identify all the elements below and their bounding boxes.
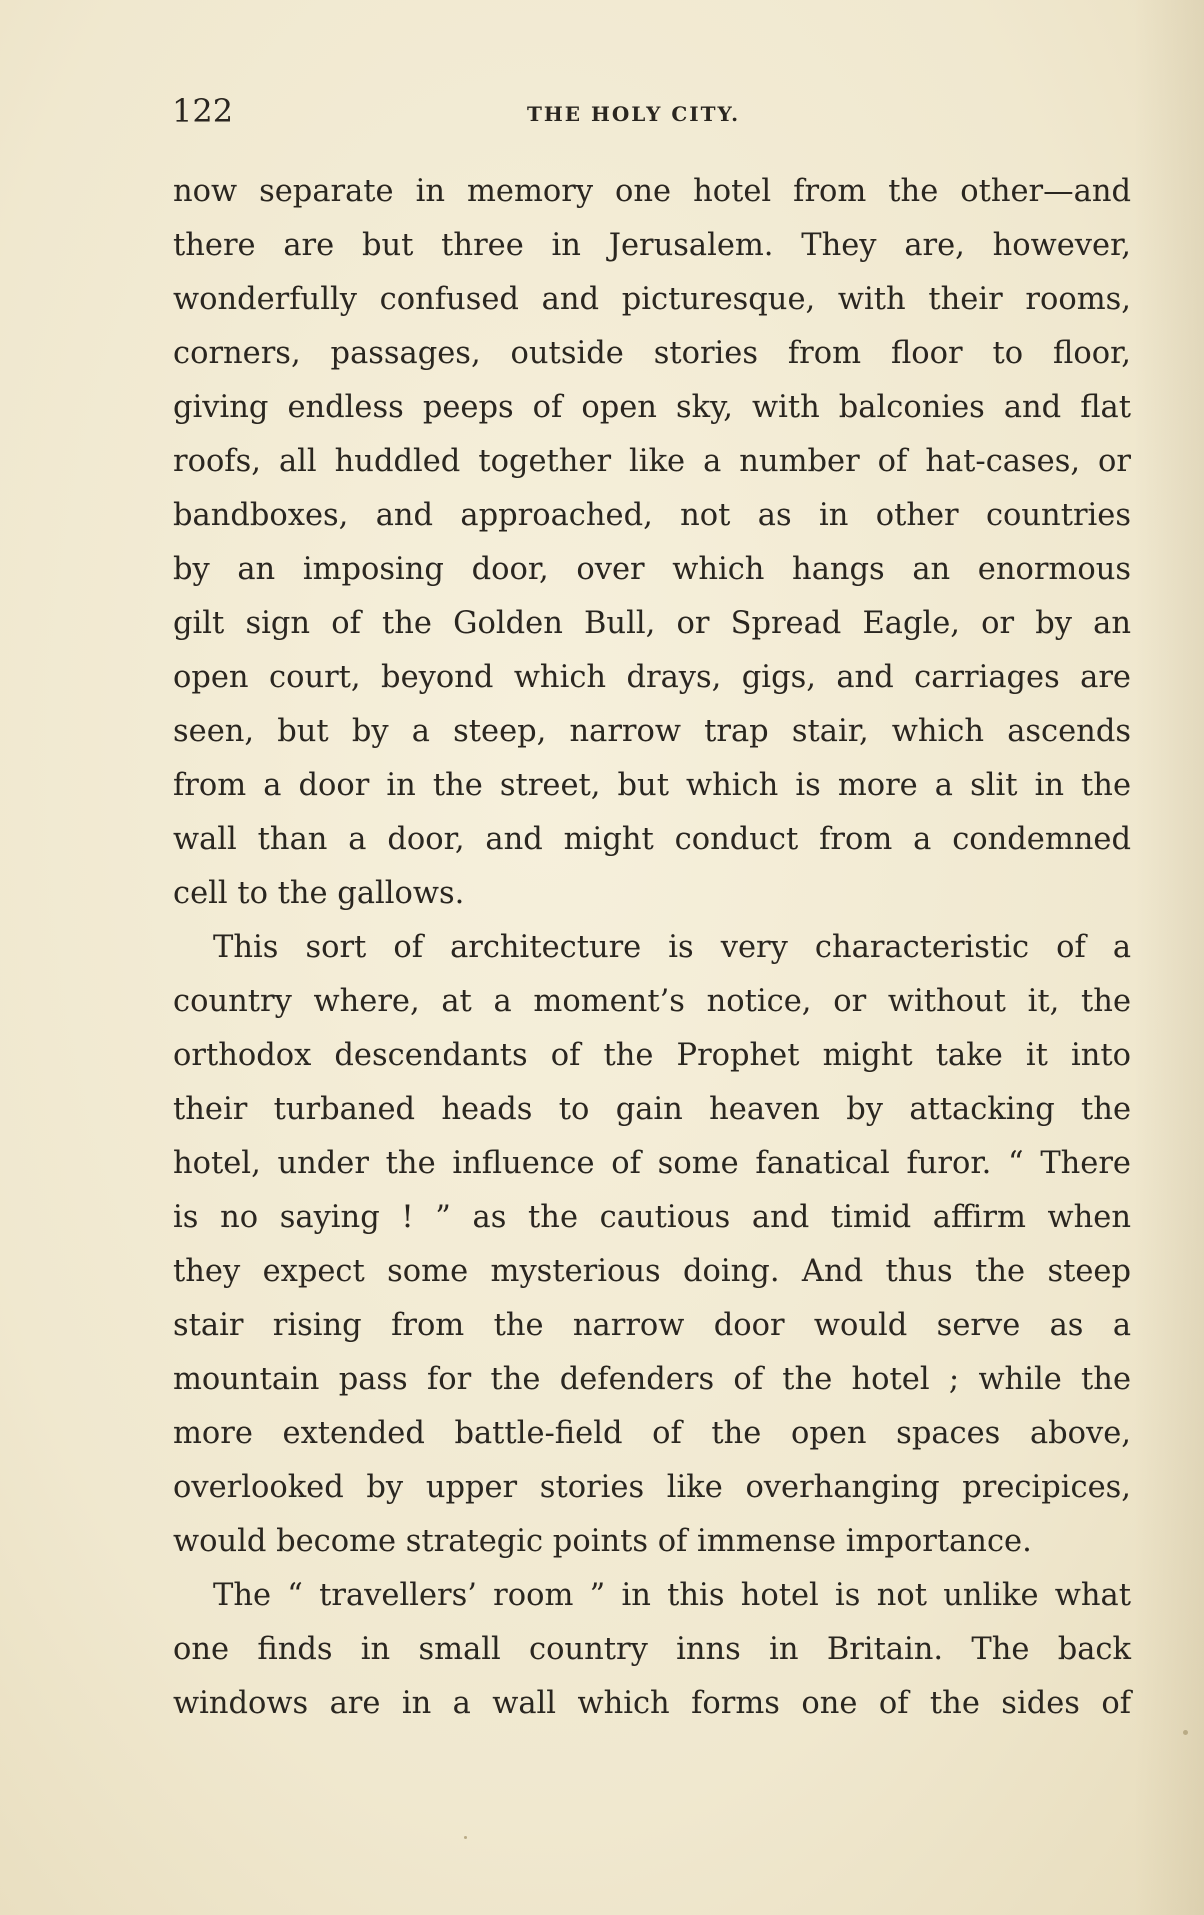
text-line: one finds in small country inns in Britain. The back (173, 1632, 1131, 1667)
page-edge-shadow (1134, 0, 1204, 1915)
text-line: they expect some mysterious doing. And thus the steep (173, 1254, 1131, 1289)
text-line: wonderfully confused and picturesque, with their rooms, (173, 282, 1131, 317)
page-header (172, 92, 1132, 132)
paper-speck (464, 1836, 467, 1839)
text-line: giving endless peeps of open sky, with balconies and flat (173, 390, 1131, 425)
text-line: gilt sign of the Golden Bull, or Spread Eagle, or by an (173, 606, 1131, 641)
text-line: country where, at a moment’s notice, or without it, the (173, 984, 1131, 1019)
paper-speck (1183, 1730, 1188, 1735)
text-line: hotel, under the influence of some fanatical furor. “ There (173, 1146, 1131, 1181)
text-line: would become strategic points of immense importance. (173, 1524, 1032, 1559)
text-line: from a door in the street, but which is more a slit in the (173, 768, 1131, 803)
body-text (173, 165, 1131, 1731)
text-line: more extended battle-field of the open spaces above, (173, 1416, 1131, 1451)
text-line: mountain pass for the defenders of the hotel ; while the (173, 1362, 1131, 1397)
text-line: seen, but by a steep, narrow trap stair, which ascends (173, 714, 1131, 749)
text-line: bandboxes, and approached, not as in other countries (173, 498, 1131, 533)
text-line: The “ travellers’ room ” in this hotel is not unlike what (213, 1578, 1131, 1613)
text-line: cell to the gallows. (173, 876, 465, 911)
text-line: now separate in memory one hotel from the other—and (173, 174, 1131, 209)
text-line: orthodox descendants of the Prophet might take it into (173, 1038, 1131, 1073)
text-line: by an imposing door, over which hangs an enormous (173, 552, 1131, 587)
text-line: roofs, all huddled together like a number of hat-cases, or (173, 444, 1131, 479)
text-line: windows are in a wall which forms one of the sides of (173, 1686, 1131, 1721)
text-line: This sort of architecture is very characteristic of a (213, 930, 1131, 965)
page-number: 122 (172, 92, 234, 130)
text-line: overlooked by upper stories like overhanging precipices, (173, 1470, 1131, 1505)
text-line: wall than a door, and might conduct from a condemned (173, 822, 1131, 857)
text-line: is no saying ! ” as the cautious and timid affirm when (173, 1200, 1131, 1235)
text-line: open court, beyond which drays, gigs, and carriages are (173, 660, 1131, 695)
running-title: THE HOLY CITY. (527, 102, 741, 126)
text-line: there are but three in Jerusalem. They are, however, (173, 228, 1131, 263)
text-line: corners, passages, outside stories from floor to floor, (173, 336, 1131, 371)
text-line: stair rising from the narrow door would serve as a (173, 1308, 1131, 1343)
text-line: their turbaned heads to gain heaven by attacking the (173, 1092, 1131, 1127)
